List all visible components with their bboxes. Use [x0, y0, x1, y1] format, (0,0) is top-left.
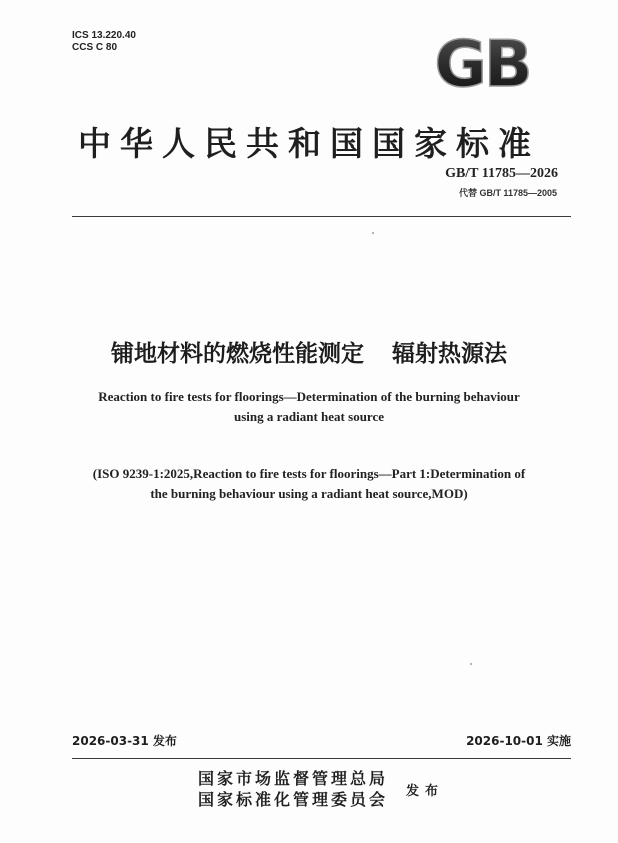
standard-number: GB/T 11785—2026 [445, 166, 558, 181]
issue-date: 2026-03-31 发布 [72, 734, 177, 748]
replaced-standard: 代替 GB/T 11785—2005 [458, 188, 557, 198]
ccs-code: CCS C 80 [72, 42, 118, 53]
iso-reference-line: (ISO 9239-1:2025,Reaction to fire tests for floorings—Part 1:Determination of [92, 466, 526, 481]
chinese-title [40, 335, 578, 368]
footer-divider [72, 758, 571, 759]
iso-reference [30, 464, 588, 504]
gb-logo-lettering: GB [434, 32, 530, 94]
issuing-authorities [198, 768, 388, 810]
scan-speck [470, 663, 472, 665]
gb-logo [418, 32, 546, 94]
english-title [40, 387, 578, 427]
issuer-name: 国家市场监督管理总局 [198, 769, 389, 788]
scan-speck [372, 232, 374, 234]
publish-label: 发布 [406, 784, 445, 799]
chinese-title-main: 铺地材料的燃烧性能测定 [111, 341, 364, 367]
english-title-line: Reaction to fire tests for floorings—Determination of the burning behaviour [98, 389, 520, 404]
chinese-title-sub: 辐射热源法 [392, 341, 507, 367]
implementation-date: 2026-10-01 实施 [466, 734, 571, 748]
classification-codes [72, 30, 136, 54]
issuer-name: 国家标准化管理委员会 [198, 790, 389, 809]
iso-reference-line: the burning behaviour using a radiant heat source,MOD) [150, 486, 468, 501]
english-title-line: using a radiant heat source [234, 409, 384, 424]
header-divider [72, 216, 571, 217]
ics-code: ICS 13.220.40 [72, 30, 136, 41]
national-standard-title: 中华人民共和国国家标准 [78, 124, 540, 163]
